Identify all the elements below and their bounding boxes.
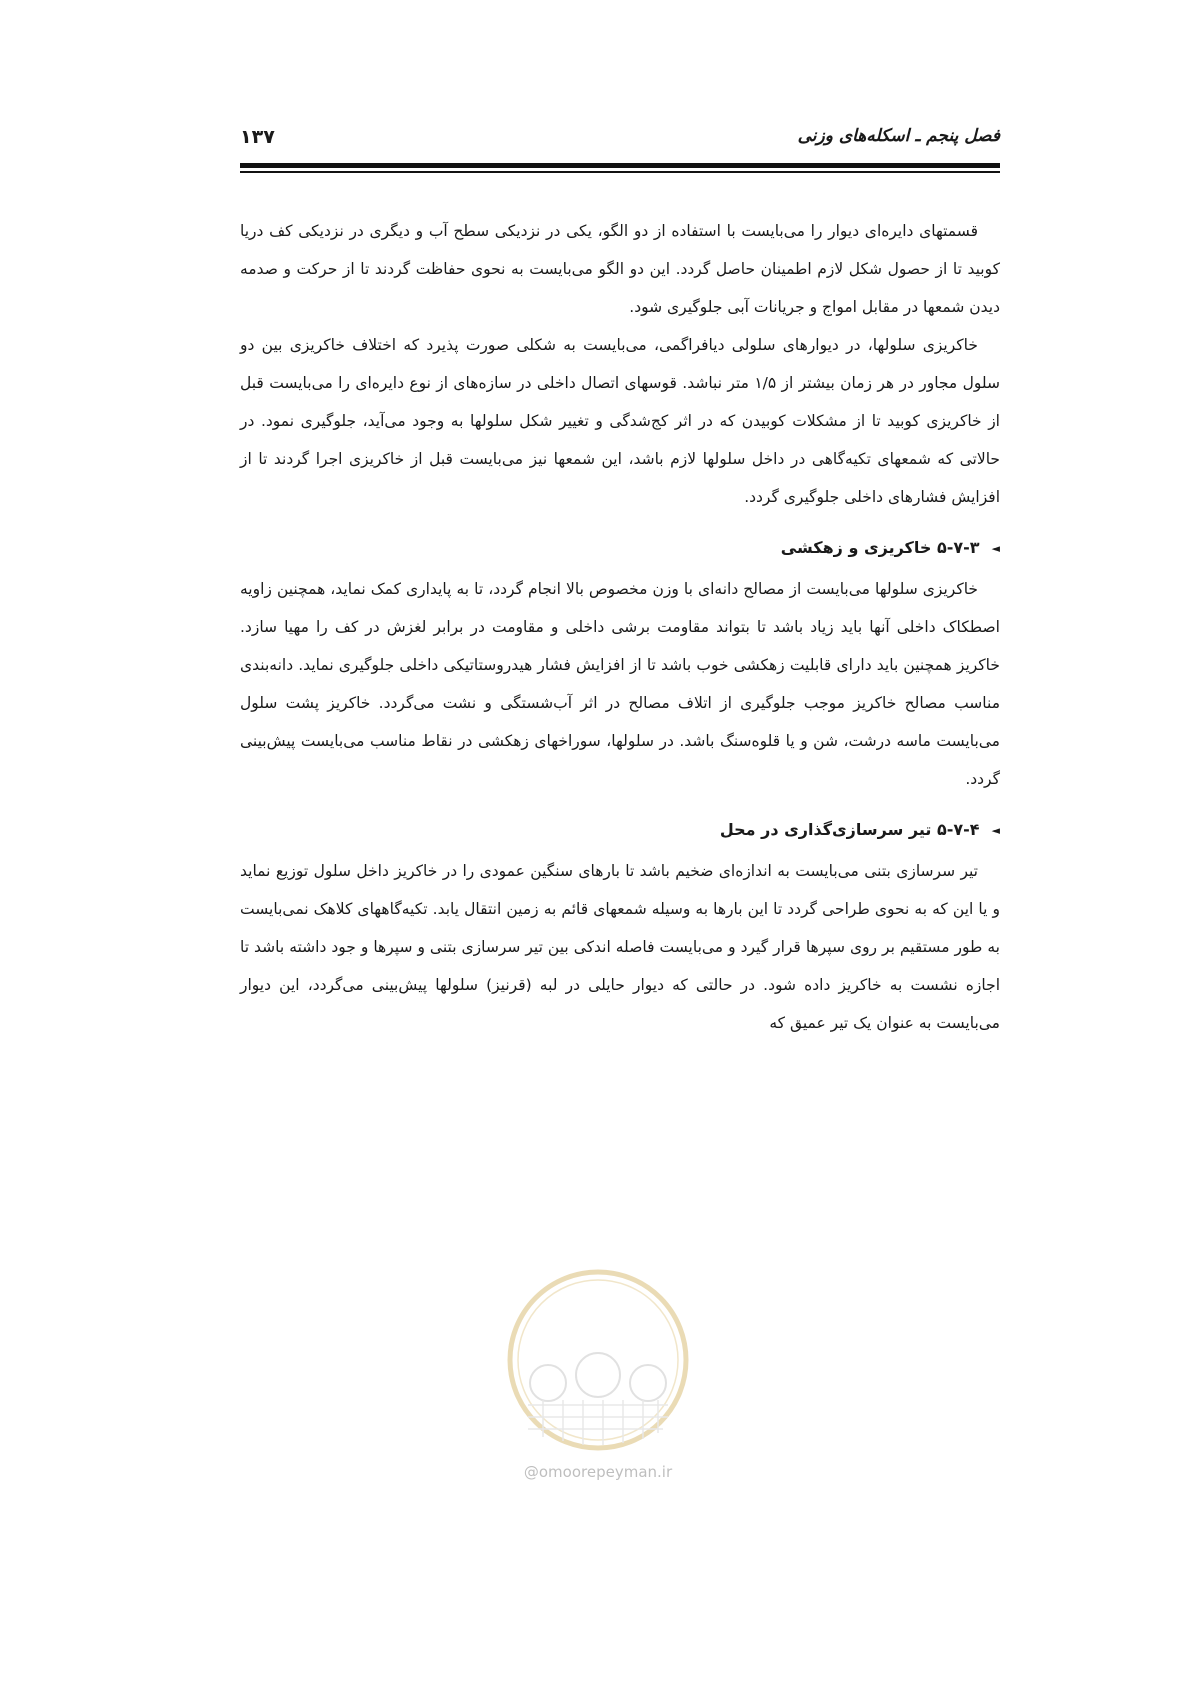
- body-content: [240, 212, 1000, 1042]
- section-heading-text: ۵-۷-۴ تیر سرسازی‌گذاری در محل: [719, 820, 980, 839]
- watermark-logo: [488, 1265, 708, 1460]
- page-number: ۱۳۷: [240, 126, 275, 148]
- paragraph: خاکریزی سلولها می‌بایست از مصالح دانه‌ای با وزن مخصوص بالا انجام گردد، تا به پایداری کمک نماید، همچنین زاویه اصطکاک داخلی آنها باید زیاد باشد تا بتواند مقاومت برشی داخلی و مقاومت در برابر لغزش در کف را مهیا سازد. خاکریز همچنین باید دارای قابلیت زهکشی خوب باشد تا از افزایش فشار هیدروستاتیکی داخلی جلوگیری نماید. دانه‌بندی مناسب مصالح خاکریز موجب جلوگیری از اتلاف مصالح در اثر آب‌شستگی و نشت می‌گردد. خاکریز پشت سلول می‌بایست ماسه درشت، شن و یا قلوه‌سنگ باشد. در سلولها، سوراخهای زهکشی در نقاط مناسب می‌بایست پیش‌بینی گردد.: [240, 580, 1000, 788]
- watermark: [488, 1265, 708, 1495]
- triangle-marker-icon: ◄: [991, 541, 1000, 555]
- watermark-url: @omoorepeyman.ir: [523, 1463, 673, 1481]
- chapter-title: فصل پنجم ـ اسکله‌های وزنی: [797, 126, 1000, 146]
- triangle-marker-icon: ◄: [991, 823, 1000, 837]
- paragraph: تیر سرسازی بتنی می‌بایست به اندازه‌ای ضخیم باشد تا بارهای سنگین عمودی را در خاکریز داخل سلول توزیع نماید و یا این که به نحوی طراحی گردد تا این بارها به وسیله شمعهای قائم به زمین انتقال یابد. تکیه‌گاههای کلاهک نمی‌بایست به طور مستقیم بر روی سپرها قرار گیرد و می‌بایست فاصله اندکی بین تیر سرسازی بتنی و سپرها و جود داشته باشد تا اجازه نشست به خاکریز داده شود. در حالتی که دیوار حایلی در لبه (قرنیز) سلولها پیش‌بینی می‌گردد، این دیوار می‌بایست به عنوان یک تیر عمیق که: [240, 862, 1000, 1032]
- header-rule-thick: [240, 163, 1000, 168]
- section-heading: [240, 528, 1000, 568]
- page-header: [240, 126, 1000, 166]
- header-rule-thin: [240, 171, 1000, 173]
- paragraph: قسمتهای دایره‌ای دیوار را می‌بایست با استفاده از دو الگو، یکی در نزدیکی سطح آب و دیگری در نزدیکی کف دریا کوبید تا از حصول شکل لازم اطمینان حاصل گردد. این دو الگو می‌بایست به نحوی حفاظت گردند تا از حرکت و صدمه دیدن شمعها در مقابل امواج و جریانات آبی جلوگیری شود.: [240, 222, 1000, 316]
- section-heading-text: ۵-۷-۳ خاکریزی و زهکشی: [780, 538, 980, 557]
- paragraph: خاکریزی سلولها، در دیوارهای سلولی دیافراگمی، می‌بایست به شکلی صورت پذیرد که اختلاف خاکریزی بین دو سلول مجاور در هر زمان بیشتر از ۱/۵ متر نباشد. قوسهای اتصال داخلی در سازه‌های از نوع دایره‌ای را می‌بایست قبل از خاکریزی کوبید تا از مشکلات کوبیدن که در اثر کج‌شدگی و تغییر شکل سلولها به وجود می‌آید، جلوگیری نمود. در حالاتی که شمعهای تکیه‌گاهی در داخل سلولها لازم باشد، این شمعها نیز می‌بایست قبل از خاکریزی اجرا گردند تا از افزایش فشارهای داخلی جلوگیری گردد.: [240, 336, 1000, 506]
- section-heading: [240, 810, 1000, 850]
